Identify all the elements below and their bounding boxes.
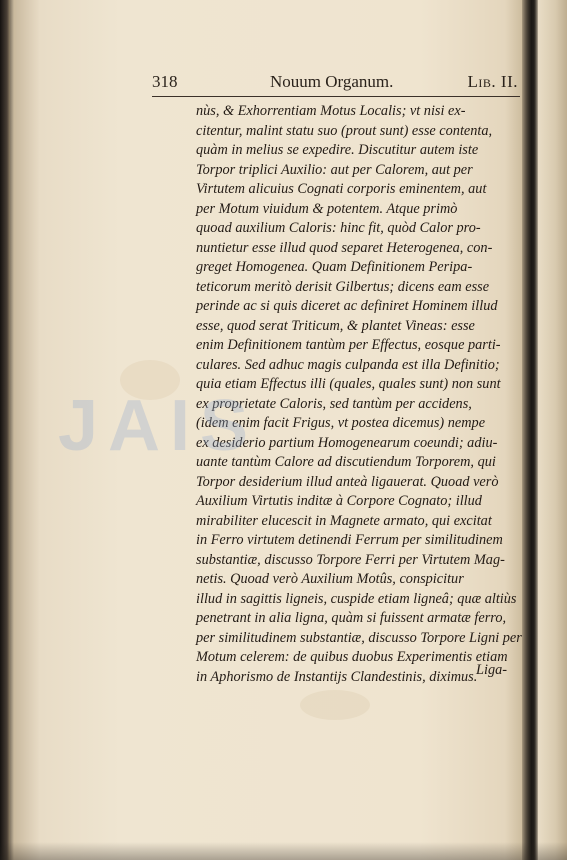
text-line: penetrant in alia ligna, quàm si fuissent armatæ ferro, xyxy=(196,610,507,626)
text-line: mirabiliter elucescit in Magnete armato, qui excitat xyxy=(196,512,492,529)
foxing-stain xyxy=(300,690,370,720)
text-line: Auxilium Virtutis inditæ à Corpore Cognato; illud xyxy=(196,493,482,509)
text-line: in Aphorismo de Instantijs Clandestinis, diximus. xyxy=(196,668,478,685)
catchword: Liga- xyxy=(476,662,507,678)
text-line: Torpor triplici Auxilio: aut per Calorem, aut per xyxy=(196,161,473,178)
header-rule xyxy=(152,96,520,97)
text-line: netis. Quoad verò Auxilium Motûs, conspicitur xyxy=(196,571,464,587)
text-line: (idem enim facit Frigus, vt postea dicemus) nempe xyxy=(196,415,486,431)
left-page-edge xyxy=(0,0,10,860)
text-line: Virtutem alicuius Cognati corporis eminentem, aut xyxy=(196,181,487,197)
text-line: ex proprietate Caloris, sed tantùm per accidens, xyxy=(196,395,472,412)
text-line: quoad auxilium Caloris: hinc fit, quòd Calor pro- xyxy=(196,220,481,236)
bottom-shadow xyxy=(0,842,567,860)
watermark: JAIS xyxy=(58,386,259,466)
text-line: uante tantùm Calore ad discutiendum Torporem, qui xyxy=(196,454,496,470)
text-line: illud in sagittis ligneis, cuspide etiam ligneâ; quæ altiùs xyxy=(196,590,517,607)
text-line: ex desiderio partium Homogenearum coeundi; adiu- xyxy=(196,434,498,451)
text-line: teticorum meritò derisit Gilbertus; dicens eam esse xyxy=(196,278,490,295)
text-line: Torpor desiderium illud anteà ligauerat. Quoad verò xyxy=(196,473,499,490)
running-title: Nouum Organum. xyxy=(270,72,394,91)
text-line: substantiæ, discusso Torpore Ferri per Virtutem Mag- xyxy=(196,551,505,568)
gutter-shadow xyxy=(522,0,538,860)
text-line: per similitudinem substantiæ, discusso Torpore Ligni per xyxy=(196,629,522,646)
page-number: 318 xyxy=(152,72,178,91)
text-line: esse, quod serat Triticum, & plantet Vineas: esse xyxy=(196,317,475,334)
text-line: enim Definitionem tantùm per Effectus, eosque parti- xyxy=(196,337,501,353)
text-line: nuntietur esse illud quod separet Heterogenea, con- xyxy=(196,239,493,256)
text-line: quia etiam Effectus illi (quales, quales sunt) non sunt xyxy=(196,376,501,392)
text-line: nùs, & Exhorrentiam Motus Localis; vt nisi ex- xyxy=(196,103,466,119)
text-line: per Motum viuidum & potentem. Atque primò xyxy=(196,200,458,217)
book-reference: Lib. II. xyxy=(467,72,518,91)
text-line: in Ferro virtutem detinendi Ferrum per similitudinem xyxy=(196,532,503,548)
text-line: culares. Sed adhuc magis culpanda est illa Definitio; xyxy=(196,356,500,373)
text-line: perinde ac si quis diceret ac definiret Hominem illud xyxy=(196,298,498,314)
text-line: quàm in melius se expedire. Discutitur autem iste xyxy=(196,142,479,158)
running-header xyxy=(152,70,520,96)
text-line: Motum celerem: de quibus duobus Experimentis etiam xyxy=(196,649,508,665)
text-line: greget Homogenea. Quam Definitionem Peripa- xyxy=(196,259,473,275)
next-page-edge xyxy=(538,0,567,860)
text-line: citentur, malint statu suo (prout sunt) esse contenta, xyxy=(196,122,493,139)
